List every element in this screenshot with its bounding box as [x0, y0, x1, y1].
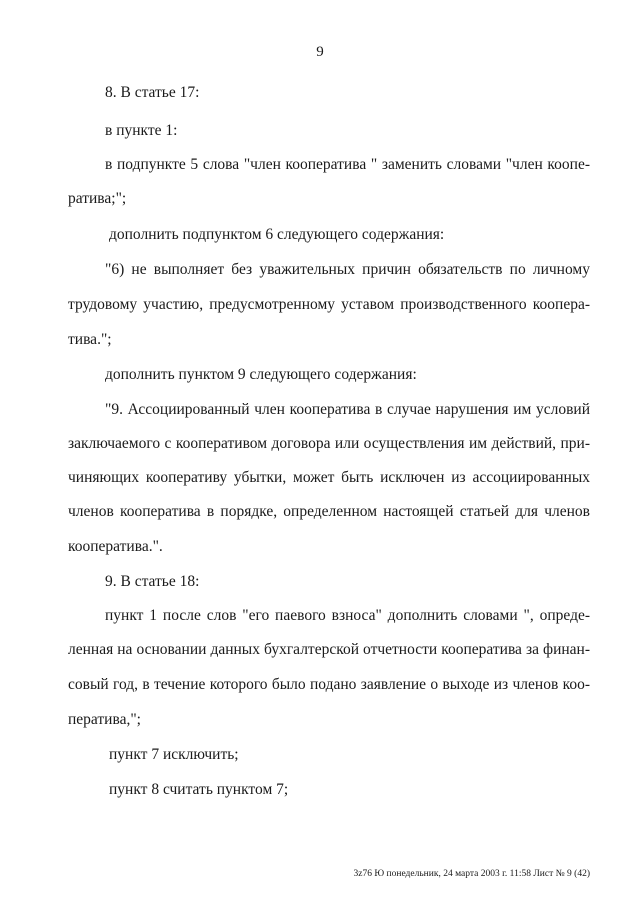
paragraph-line: дополнить пунктом 9 следующего содержания: [105, 366, 417, 383]
paragraph-line: ратива;"; [68, 190, 127, 207]
paragraph-line: членов кооператива в порядке, определенном настоящей статьей для членов [68, 503, 590, 520]
paragraph-line: "9. Ассоциированный член кооператива в случае нарушения им условий [105, 401, 590, 418]
paragraph-line: кооператива.". [68, 538, 163, 555]
paragraph-line: чиняющих кооперативу убытки, может быть исключен из ассоциированных [68, 469, 590, 486]
paragraph-line: совый год, в течение которого было подано заявление о выходе из членов коо- [68, 676, 590, 693]
paragraph-line: дополнить подпунктом 6 следующего содержания: [109, 226, 445, 243]
paragraph-line: тива."; [68, 331, 112, 348]
paragraph-line: в подпункте 5 слова "член кооператива " заменить словами "член коопе- [105, 156, 590, 173]
paragraph-line: пункт 1 после слов "его паевого взноса" дополнить словами ", опреде- [105, 607, 590, 624]
paragraph-line: заключаемого с кооперативом договора или осуществления им действий, при- [68, 435, 590, 452]
paragraph-line: пункт 7 исключить; [109, 746, 239, 763]
paragraph-line: "6) не выполняет без уважительных причин обязательств по личному [105, 261, 590, 278]
paragraph-line: в пункте 1: [105, 122, 178, 139]
page-footer: 3z76 Ю понедельник, 24 марта 2003 г. 11:58 Лист № 9 (42) [353, 869, 590, 879]
paragraph-line: трудовому участию, предусмотренному уставом производственного коопера- [68, 296, 590, 313]
paragraph-line: 8. В статье 17: [105, 84, 200, 101]
paragraph-line: пункт 8 считать пунктом 7; [109, 781, 289, 798]
paragraph-line: ленная на основании данных бухгалтерской отчетности кооператива за финан- [68, 641, 590, 658]
paragraph-line: ператива,"; [68, 711, 141, 728]
page-number: 9 [316, 44, 324, 60]
paragraph-line: 9. В статье 18: [105, 573, 200, 590]
